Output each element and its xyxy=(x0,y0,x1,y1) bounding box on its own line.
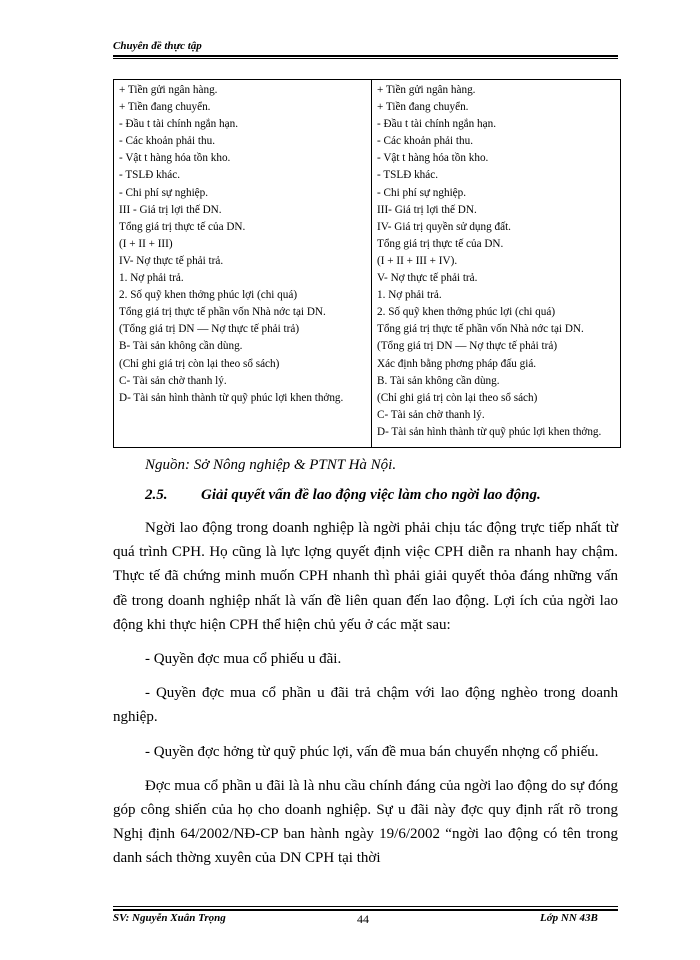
table-line: Tổng giá trị thực tế của DN. xyxy=(377,237,504,250)
table-line: IV- Giá trị quyền sử dụng đất. xyxy=(377,220,511,233)
body-paragraph: Ngời lao động trong doanh nghiệp là ngời phải chịu tác động trực tiếp nhất từ quá trình CPH. Họ cũng là lực lợng quyết định việc CPH diễn ra nhanh hay chậm. Thực tế đã chứng minh muốn CPH nhanh thì phải giải quyết thỏa đáng những vấn đề trong doanh nghiệp nhất là vấn đề liên quan đến lao động. Lợi ích của ngời lao động khi thực hiện CPH thể hiện chủ yếu ở các mặt sau: xyxy=(113,520,618,633)
table-line: - Chi phí sự nghiệp. xyxy=(119,186,209,199)
table-source-note: Nguồn: Sở Nông nghiệp & PTNT Hà Nội. xyxy=(145,457,397,473)
table-line: - Vật t hàng hóa tồn kho. xyxy=(119,152,231,165)
table-line: - TSLĐ khác. xyxy=(377,169,439,182)
table-line: V- Nợ thực tế phải trả. xyxy=(377,272,478,285)
table-line: 2. Số quỹ khen thởng phúc lợi (chi quá) xyxy=(377,306,556,319)
table-line: + Tiền đang chuyển. xyxy=(119,101,211,114)
body-text xyxy=(113,516,618,881)
header-rule-thin xyxy=(113,58,618,59)
table-line: Tổng giá trị thực tế phần vốn Nhà nớc tại DN. xyxy=(119,306,326,319)
body-paragraph: Đợc mua cổ phần u đãi là là nhu cầu chính đáng của ngời lao động do sự đóng góp công shiến của họ cho doanh nghiệp. Sự u đãi này đợc quy định rất rõ trong Nghị định 64/2002/NĐ-CP ban hành ngày 19/6/2002 “ngời lao động có tên trong danh sách thờng xuyên của DN CPH tại thời xyxy=(113,777,618,867)
table-line: + Tiền đang chuyển. xyxy=(377,101,469,114)
table-line: D- Tài sản hình thành từ quỹ phúc lợi khen thởng. xyxy=(119,391,344,404)
table-line: Tổng giá trị thực tế của DN. xyxy=(119,220,246,233)
table-line: C- Tài sản chờ thanh lý. xyxy=(377,408,485,421)
table-line: (Chỉ ghi giá trị còn lại theo sổ sách) xyxy=(119,357,280,370)
table-row xyxy=(114,80,621,448)
table-line: - Đầu t tài chính ngắn hạn. xyxy=(377,118,496,131)
table-line: C- Tài sản chờ thanh lý. xyxy=(119,374,227,387)
table-line: - Các khoản phải thu. xyxy=(119,135,216,148)
table-line: - Các khoản phải thu. xyxy=(377,135,474,148)
page-number: 44 xyxy=(357,912,369,926)
footer-rule xyxy=(113,909,618,911)
bullet-item: - Quyền đợc hởng từ quỹ phúc lợi, vấn đề mua bán chuyển nhợng cổ phiếu. xyxy=(145,743,599,760)
valuation-comparison-table xyxy=(113,79,621,448)
table-line: - Đầu t tài chính ngắn hạn. xyxy=(119,118,238,131)
table-line: + Tiền gửi ngân hàng. xyxy=(119,84,218,96)
table-line: (Tổng giá trị DN — Nợ thực tế phải trả) xyxy=(377,340,558,353)
table-line: + Tiền gửi ngân hàng. xyxy=(377,84,476,96)
table-line: Tổng giá trị thực tế phần vốn Nhà nớc tại DN. xyxy=(377,323,584,336)
bullet-item: - Quyền đợc mua cổ phần u đãi trả chậm với lao động nghèo trong doanh nghiệp. xyxy=(113,685,618,726)
running-header-title: Chuyên đề thực tập xyxy=(113,40,202,52)
table-line: III- Giá trị lợi thế DN. xyxy=(377,203,477,216)
table-line: Xác định bằng phơng pháp đấu giá. xyxy=(377,357,537,370)
table-line: - TSLĐ khác. xyxy=(119,169,181,182)
table-line: IV- Nợ thực tế phải trả. xyxy=(119,254,224,267)
right-column-cell xyxy=(372,80,621,448)
section-title: Giải quyết vấn đề lao động việc làm cho ngời lao động. xyxy=(201,487,541,503)
footer-rule-thin xyxy=(113,906,618,907)
table-line: B. Tài sản không cần dùng. xyxy=(377,374,500,387)
footer-author: SV: Nguyễn Xuân Trọng xyxy=(113,912,226,924)
table-line: (Chỉ ghi giá trị còn lại theo sổ sách) xyxy=(377,391,538,404)
bullet-item: - Quyền đợc mua cổ phiếu u đãi. xyxy=(145,651,342,668)
header-rule xyxy=(113,55,618,57)
table-line: D- Tài sản hình thành từ quỹ phúc lợi khen thởng. xyxy=(377,425,602,438)
footer-class: Lớp NN 43B xyxy=(540,912,598,924)
table-line: B- Tài sản không cần dùng. xyxy=(119,340,243,353)
table-line: (I + II + III) xyxy=(119,237,173,250)
table-line: III - Giá trị lợi thế DN. xyxy=(119,203,222,216)
table-line: - Vật t hàng hóa tồn kho. xyxy=(377,152,489,165)
section-number: 2.5. xyxy=(145,487,168,503)
table-line: 2. Số quỹ khen thởng phúc lợi (chi quá) xyxy=(119,289,298,302)
table-line: (I + II + III + IV). xyxy=(377,254,458,267)
table-line: 1. Nợ phải trả. xyxy=(119,272,184,285)
left-column-cell xyxy=(114,80,372,448)
table-line: - Chi phí sự nghiệp. xyxy=(377,186,467,199)
table-line: (Tổng giá trị DN — Nợ thực tế phải trả) xyxy=(119,323,300,336)
table-line: 1. Nợ phải trả. xyxy=(377,289,442,302)
section-heading xyxy=(145,487,541,504)
